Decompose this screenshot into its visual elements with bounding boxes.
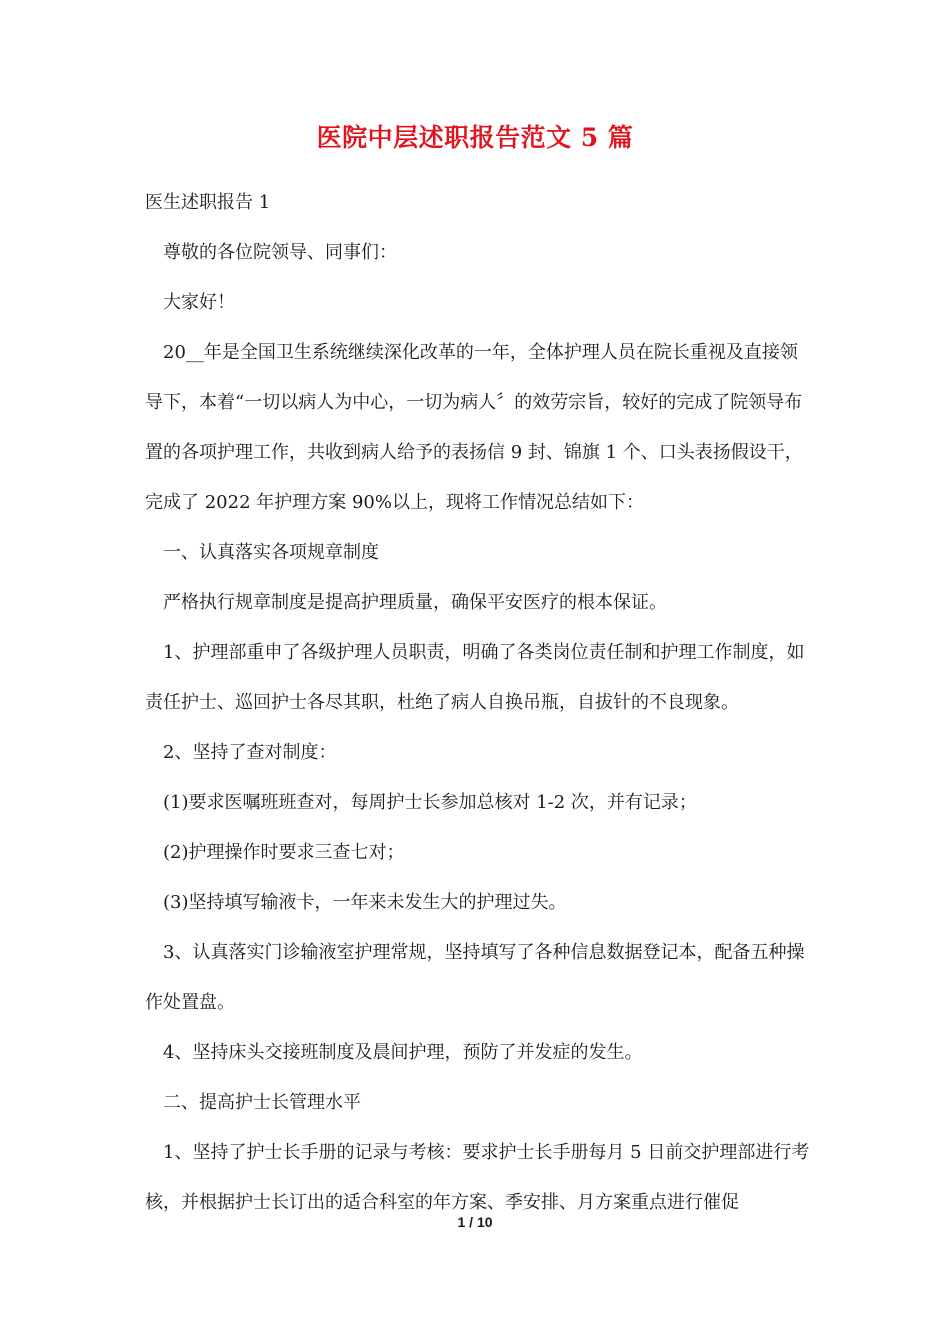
document-title: 医院中层述职报告范文 5 篇	[316, 123, 634, 152]
paragraph: 严格执行规章制度是提高护理质量，确保平安医疗的根本保证。	[163, 592, 667, 613]
section-heading: 一、认真落实各项规章制度	[163, 542, 379, 563]
paragraph: 1、护理部重申了各级护理人员职责，明确了各类岗位责任制和护理工作制度，如责任护士、巡回护士各尽其职，杜绝了病人自换吊瓶，自拔针的不良现象。	[145, 642, 805, 713]
paragraph: (1)要求医嘱班班查对，每周护士长参加总核对 1-2 次，并有记录；	[163, 792, 697, 813]
paragraph: 医生述职报告 1	[145, 192, 271, 213]
section-heading: 二、提高护士长管理水平	[163, 1092, 361, 1113]
paragraph: (2)护理操作时要求三查七对；	[163, 842, 405, 863]
paragraph: 4、坚持床头交接班制度及晨间护理，预防了并发症的发生。	[163, 1042, 643, 1063]
paragraph: 3、认真落实门诊输液室护理常规，坚持填写了各种信息数据登记本，配备五种操作处置盘。	[145, 942, 805, 1013]
paragraph: (3)坚持填写输液卡，一年来未发生大的护理过失。	[163, 892, 567, 913]
document-body	[145, 178, 810, 1228]
paragraph: 大家好！	[163, 292, 235, 313]
paragraph: 20__年是全国卫生系统继续深化改革的一年，全体护理人员在院长重视及直接领导下，本着“一切以病人为中心，一切为病人〞的效劳宗旨，较好的完成了院领导布置的各项护理工作，共收到病人给予的表扬信 9 封、锦旗 1 个、口头表扬假设干，完成了 2022 年护理方案 90%以上，现将工作情况总结如下：	[145, 342, 803, 513]
paragraph: 2、坚持了查对制度：	[163, 742, 337, 763]
paragraph: 1、坚持了护士长手册的记录与考核：要求护士长手册每月 5 日前交护理部进行考核，并根据护士长订出的适合科室的年方案、季安排、月方案重点进行催促	[145, 1142, 810, 1213]
page-number: 1 / 10	[457, 1214, 493, 1230]
paragraph: 尊敬的各位院领导、同事们：	[163, 242, 397, 263]
